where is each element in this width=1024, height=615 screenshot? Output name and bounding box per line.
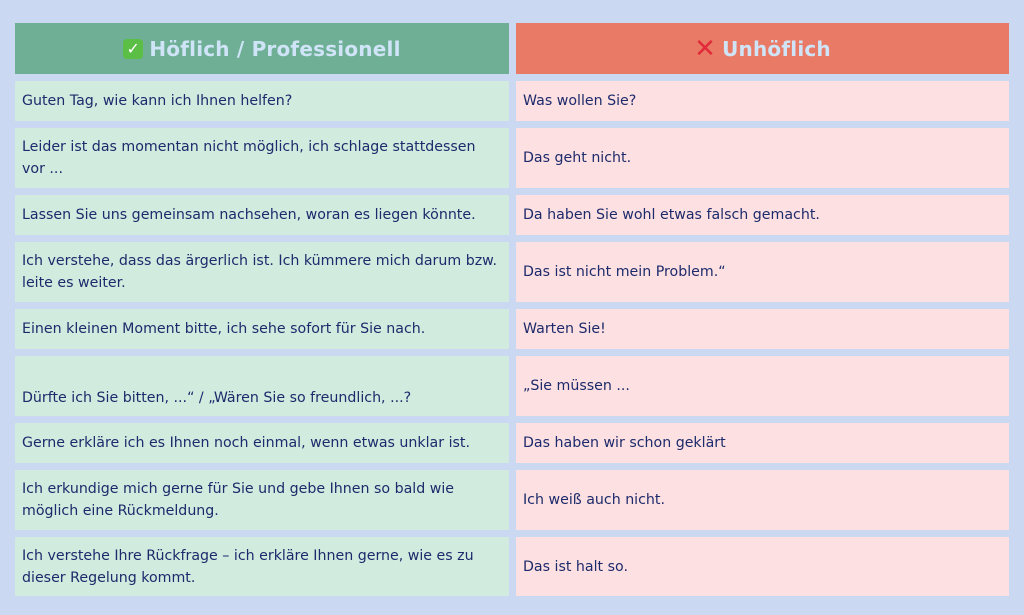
rude-phrase-cell: Da haben Sie wohl etwas falsch gemacht. [516, 195, 1009, 235]
polite-phrase-cell: Ich verstehe, dass das ärgerlich ist. Ich kümmere mich darum bzw. leite es weiter. [15, 242, 509, 302]
rude-phrase-cell: Ich weiß auch nicht. [516, 470, 1009, 530]
polite-column-title: Höflich / Professionell [149, 36, 401, 61]
table-body [15, 81, 1009, 596]
polite-phrase-cell: Ich verstehe Ihre Rückfrage – ich erkläre Ihnen gerne, wie es zu dieser Regelung kommt. [15, 537, 509, 596]
rude-phrase-cell: Was wollen Sie? [516, 81, 1009, 121]
rude-phrase-cell: Das geht nicht. [516, 128, 1009, 188]
polite-phrase-cell: Dürfte ich Sie bitten, ...“ / „Wären Sie so freundlich, ...? [15, 356, 509, 416]
polite-phrase-cell: Leider ist das momentan nicht möglich, ich schlage stattdessen vor ... [15, 128, 509, 188]
polite-phrase-cell: Einen kleinen Moment bitte, ich sehe sofort für Sie nach. [15, 309, 509, 349]
rude-column-header [516, 23, 1009, 74]
rude-column-title: Unhöflich [722, 36, 831, 61]
check-mark-icon: ✓ [123, 39, 143, 59]
cross-mark-icon: ✕ [694, 33, 717, 64]
polite-column-header [15, 23, 509, 74]
polite-phrase-cell: Ich erkundige mich gerne für Sie und gebe Ihnen so bald wie möglich eine Rückmeldung. [15, 470, 509, 530]
rude-phrase-cell: Das haben wir schon geklärt [516, 423, 1009, 463]
rude-phrase-cell: Warten Sie! [516, 309, 1009, 349]
polite-phrase-cell: Gerne erkläre ich es Ihnen noch einmal, wenn etwas unklar ist. [15, 423, 509, 463]
polite-phrase-cell: Guten Tag, wie kann ich Ihnen helfen? [15, 81, 509, 121]
rude-phrase-cell: Das ist nicht mein Problem.“ [516, 242, 1009, 302]
polite-phrase-cell: Lassen Sie uns gemeinsam nachsehen, woran es liegen könnte. [15, 195, 509, 235]
rude-phrase-cell: Das ist halt so. [516, 537, 1009, 596]
comparison-table [15, 23, 1009, 596]
rude-phrase-cell: „Sie müssen ... [516, 356, 1009, 416]
